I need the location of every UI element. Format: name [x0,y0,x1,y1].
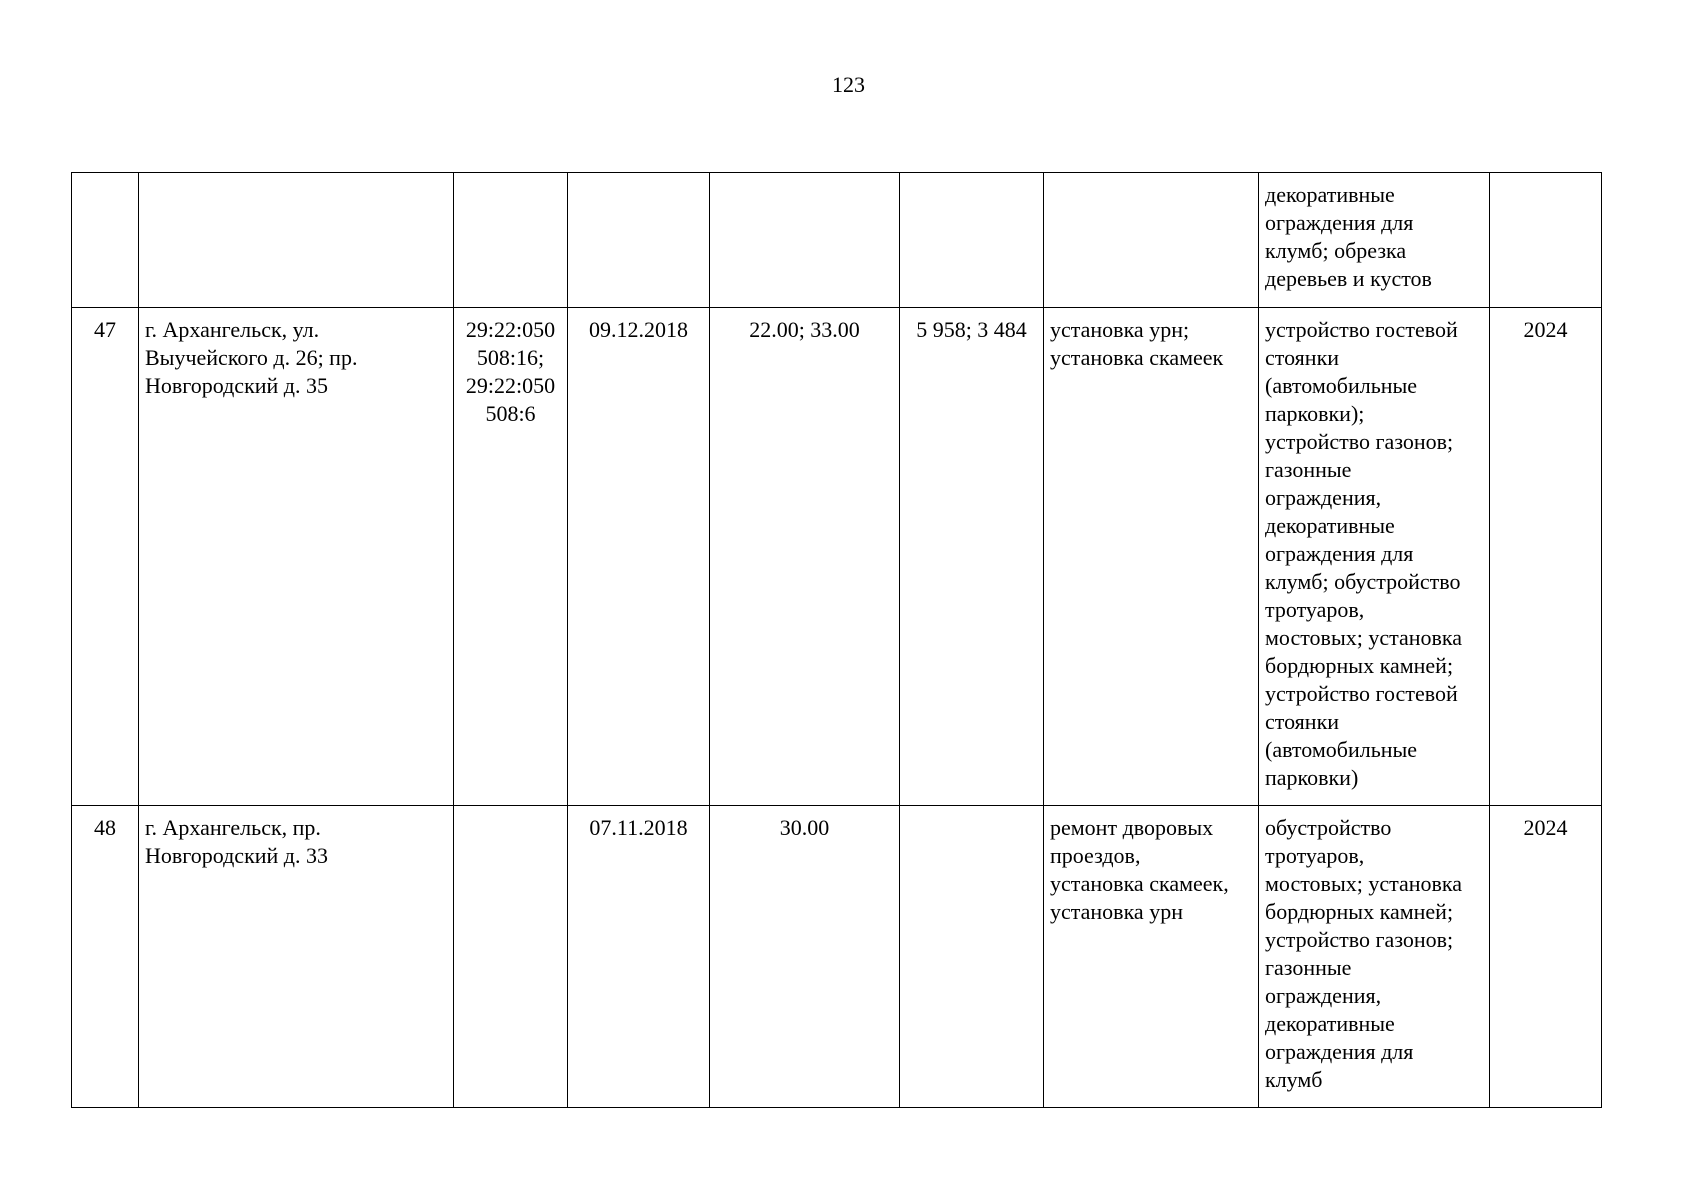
year-cell: 2024 [1490,308,1602,806]
cadastral-number-cell [454,806,568,1108]
additional-works-cell: декоративные ограждения для клумб; обрезка деревьев и кустов [1259,173,1490,308]
additional-works-cell: обустройство тротуаров, мостовых; установка бордюрных камней; устройство газонов; газонные ограждения, декоративные ограждения для клумб [1259,806,1490,1108]
address-cell: г. Архангельск, пр. Новгородский д. 33 [139,806,454,1108]
date-cell: 07.11.2018 [568,806,710,1108]
cost-cell: 5 958; 3 484 [900,308,1044,806]
table-row [72,173,1602,308]
cost-cell [900,173,1044,308]
improvement-table [71,172,1602,1108]
minimum-works-cell: ремонт дворовых проездов, установка скамеек, установка урн [1044,806,1259,1108]
year-cell: 2024 [1490,806,1602,1108]
row-number-cell [72,173,139,308]
year-cell [1490,173,1602,308]
additional-works-cell: устройство гостевой стоянки (автомобильные парковки); устройство газонов; газонные ограждения, декоративные ограждения для клумб; обустройство тротуаров, мостовых; установка бордюрных камней; устройство гостевой стоянки (автомобильные парковки) [1259,308,1490,806]
area-cell: 22.00; 33.00 [710,308,900,806]
table-row [72,308,1602,806]
cadastral-number-cell [454,173,568,308]
date-cell: 09.12.2018 [568,308,710,806]
row-number-cell: 48 [72,806,139,1108]
area-cell: 30.00 [710,806,900,1108]
minimum-works-cell [1044,173,1259,308]
address-cell [139,173,454,308]
cost-cell [900,806,1044,1108]
table-row [72,806,1602,1108]
minimum-works-cell: установка урн; установка скамеек [1044,308,1259,806]
page-number: 123 [832,72,865,97]
address-cell: г. Архангельск, ул. Выучейского д. 26; пр. Новгородский д. 35 [139,308,454,806]
area-cell [710,173,900,308]
cadastral-number-cell: 29:22:050 508:16; 29:22:050 508:6 [454,308,568,806]
date-cell [568,173,710,308]
row-number-cell: 47 [72,308,139,806]
